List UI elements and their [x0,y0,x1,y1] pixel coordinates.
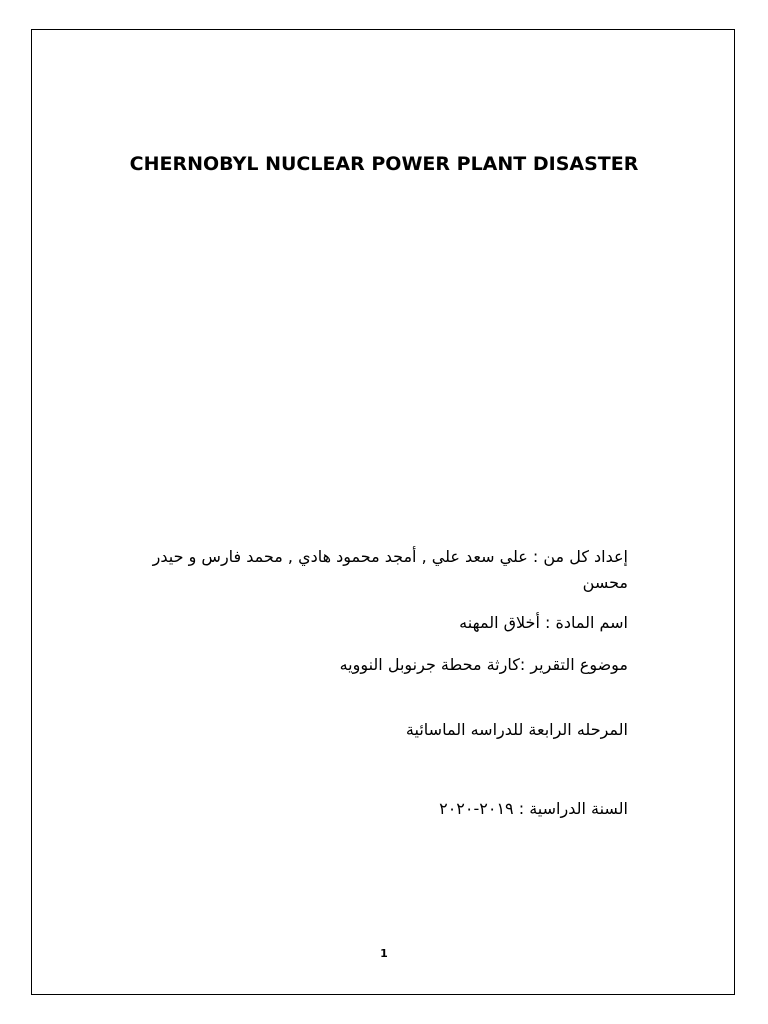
authors-line: إعداد كل من : علي سعد علي , أمجد محمود هادي , محمد فارس و حيدر محسن [152,547,628,592]
document-title: CHERNOBYL NUCLEAR POWER PLANT DISASTER [129,153,639,175]
subject-line: اسم المادة : أخلاق المهنه [459,613,628,632]
page-number: 1 [380,947,388,960]
topic-line: موضوع التقرير :كارثة محطة جرنوبل النوويه [339,655,628,674]
academic-year-line: السنة الدراسية : ٢٠١٩-٢٠٢٠ [439,799,628,818]
stage-line: المرحله الرابعة للدراسه الماسائية [405,720,628,739]
